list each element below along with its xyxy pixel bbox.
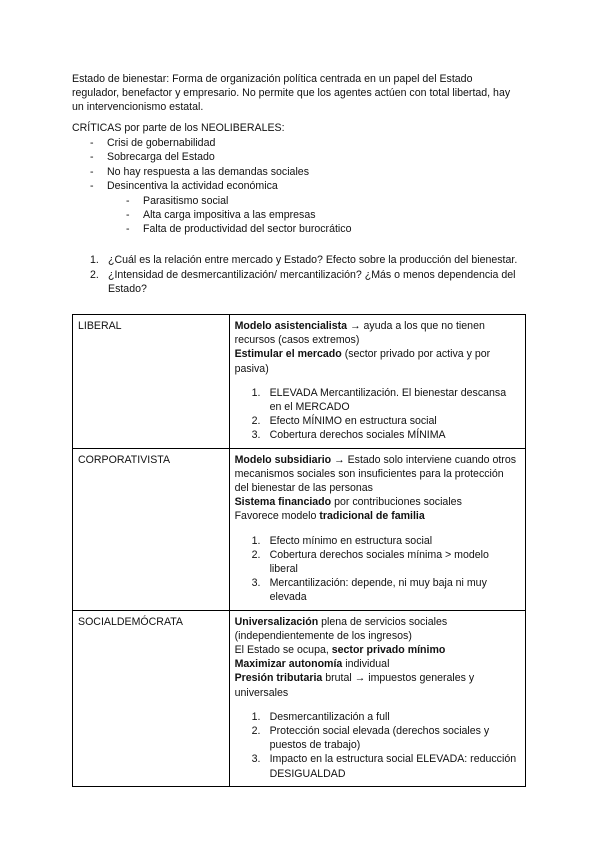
list-item: - Crisi de gobernabilidad [90,137,216,149]
table-row-socialdemocrata [73,610,526,786]
model-label: LIBERAL [73,315,230,449]
list-item: 1. ELEVADA Mercantilización. El bienestar descansa en el MERCADO [251,386,507,414]
intro-paragraph: Estado de bienestar: Forma de organización política centrada en un papel del Estado regulador, benefactor y empresario. No permite que los agentes actúen con total libertad, hay un intervencionismo estatal. [72,73,511,114]
list-item: - Sobrecarga del Estado [90,151,215,164]
numbered-list [235,710,520,781]
question-item: 2. ¿Intensidad de desmercantilización/ mercantilización? ¿Más o menos dependencia del Estado? [90,269,516,296]
list-item: 1. Desmercantilización a full [251,710,390,723]
sub-list-item: - Falta de productividad del sector burocrático [126,223,352,236]
numbered-list [235,534,520,605]
model-description: Modelo asistencialista → ayuda a los que no tienen recursos (casos extremos) Estimular el mercado (sector privado por activa y por pasiva) 1. ELEVADA Mercantilización. El bienestar descansa en el MERCADO 2. Efecto MÍNIMO en estructura social 3. Cobertura derechos sociales MÍNIMA [229,315,525,449]
numbered-list [235,386,520,443]
list-item: 2. Efecto MÍNIMO en estructura social [251,415,437,428]
sub-list-item: - Parasitismo social [126,194,229,207]
list-item: 3. Impacto en la estructura social ELEVADA: reducción DESIGUALDAD [251,753,517,780]
table-row-corporativista [73,448,526,610]
table-row-liberal [73,315,526,449]
list-item: - Desincentiva la actividad económica [90,180,278,193]
sub-list-item: - Alta carga impositiva a las empresas [126,208,316,221]
model-label: SOCIALDEMÓCRATA [73,610,230,786]
model-label: CORPORATIVISTA [73,448,230,610]
list-item: 1. Efecto mínimo en estructura social [251,534,433,547]
welfare-models-table [72,314,526,787]
model-description: Universalización plena de servicios sociales (independientemente de los ingresos) El Estado se ocupa, sector privado mínimo Maximizar autonomía individual Presión tributaria brutal → impuestos generales y universales 1. Desmercantilización a full 2. Protección social elevada (derechos sociales y puestos de trabajo) 3. Impacto en la estructura social ELEVADA: reducción DESIGUALDAD [229,610,525,786]
list-item: - No hay respuesta a las demandas sociales [90,165,309,178]
questions-list [72,253,522,298]
list-item: 3. Cobertura derechos sociales MÍNIMA [251,429,446,442]
question-item: 1. ¿Cuál es la relación entre mercado y Estado? Efecto sobre la producción del bienestar. [90,254,518,266]
criticas-list [72,136,522,237]
model-description: Modelo subsidiario → Estado solo interviene cuando otros mecanismos sociales son insuficientes para la protección del bienestar de las personas Sistema financiado por contribuciones sociales Favorece modelo tradicional de familia 1. Efecto mínimo en estructura social 2. Cobertura derechos sociales mínima > modelo liberal 3. Mercantilización: depende, ni muy baja ni muy elevada [229,448,525,610]
list-item: 2. Protección social elevada (derechos sociales y puestos de trabajo) [251,725,490,752]
criticas-title: CRÍTICAS por parte de los NEOLIBERALES: [72,122,285,134]
list-item: 2. Cobertura derechos sociales mínima > modelo liberal [251,548,489,576]
list-item: 3. Mercantilización: depende, ni muy baja ni muy elevada [251,577,487,604]
